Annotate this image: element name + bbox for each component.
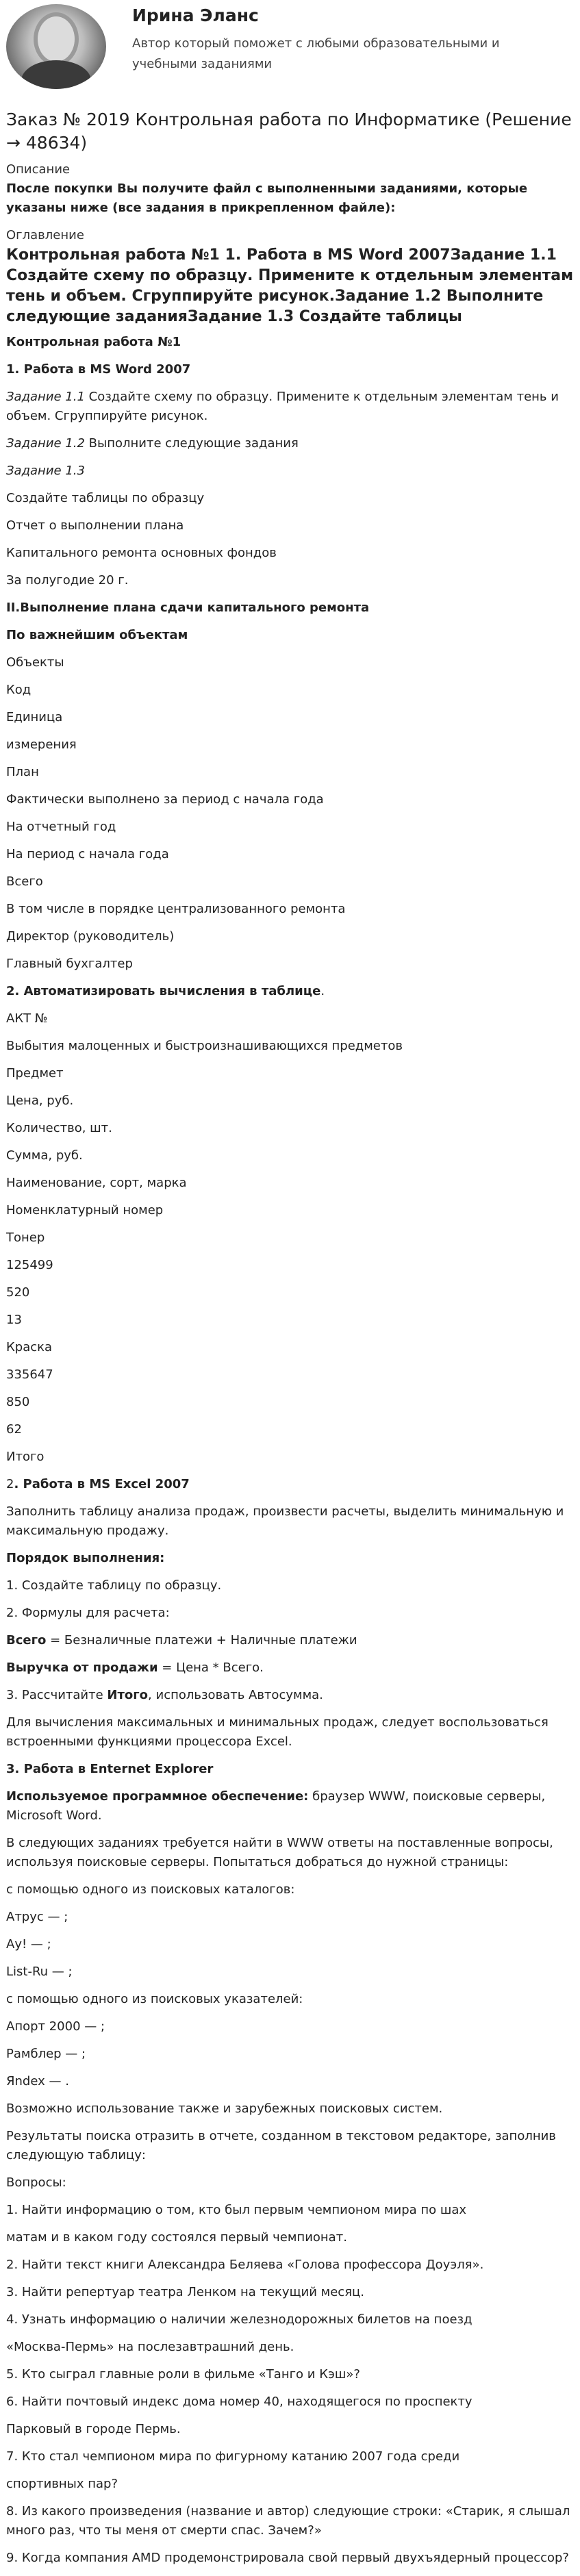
section-heading: По важнейшим объектам [6,628,188,642]
section-heading: 3. Работа в Enternet Explorer [6,1762,214,1776]
author-card [6,0,574,94]
question-item: 5. Кто сыграл главные роли в фильме «Танго и Кэш»? [6,2367,360,2382]
paragraph: Объекты [6,655,64,670]
question-item: Парковый в городе Пермь. [6,2422,181,2436]
question-item: 4. Узнать информацию о наличии железнодорожных билетов на поезд [6,2312,472,2327]
paragraph: Фактически выполнено за период с начала года [6,792,324,807]
term: Выручка от продажи [6,1660,158,1675]
section-heading: II.Выполнение плана сдачи капитального ремонта [6,601,370,615]
paragraph [6,388,574,426]
paragraph [6,1631,574,1650]
avatar-body-shape [21,60,91,89]
paragraph: Выбытия малоценных и быстроизнашивающихся предметов [6,1039,403,1053]
task-label-part: Задание [6,464,66,478]
question-item: 9. Когда компания AMD продемонстрировала свой первый двухъядерный процессор? [6,2551,569,2565]
paragraph: Яndex — . [6,2074,69,2088]
paragraph: Создайте таблицы по образцу [6,491,205,505]
question-item: 1. Найти информацию о том, кто был первым чемпионом мира по шах [6,2203,467,2217]
paragraph: с помощью одного из поисковых указателей: [6,1992,303,2006]
paragraph: измерения [6,737,77,752]
paragraph: Апорт 2000 — ; [6,2019,105,2034]
toc-label: Оглавление [6,228,84,242]
paragraph: Для вычисления максимальных и минимальных продаж, следует воспользоваться встроенными функциями процессора Excel. [6,1715,549,1749]
paragraph: 520 [6,1285,30,1300]
paragraph: Атрус — ; [6,1910,68,1924]
description-label: Описание [6,162,71,177]
paragraph [6,1475,574,1494]
paragraph: Отчет о выполнении плана [6,518,184,533]
paragraph: 335647 [6,1367,53,1382]
task-label [6,464,85,478]
paragraph: Заполнить таблицу анализа продаж, произвести расчеты, выделить минимальную и максимальную продажу. [6,1504,564,1538]
order-title: Заказ № 2019 Контрольная работа по Информатике (Решение → 48634) [6,110,572,153]
paragraph [6,1787,574,1826]
paragraph: На отчетный год [6,820,116,834]
question-item: «Москва-Пермь» на послезавтрашний день. [6,2340,294,2354]
paragraph [6,1658,574,1678]
purchase-note: После покупки Вы получите файл с выполненными заданиями, которые указаны ниже (все задания в прикрепленном файле): [6,181,528,215]
paragraph: Сумма, руб. [6,1148,83,1163]
paragraph: Вопросы: [6,2175,66,2190]
section-heading: Порядок выполнения: [6,1551,165,1565]
paragraph: Тонер [6,1230,45,1245]
paragraph: В следующих заданиях требуется найти в WWW ответы на поставленные вопросы, используя поисковые серверы. Попытаться добраться до нужной страницы: [6,1836,553,1869]
section-heading: . Работа в MS Excel 2007 [14,1477,190,1491]
author-avatar[interactable] [6,4,106,89]
section-heading: 1. Работа в MS Word 2007 [6,362,191,377]
paragraph: АКТ № [6,1011,48,1026]
paragraph: 125499 [6,1258,53,1272]
paragraph: Капитального ремонта основных фондов [6,546,277,560]
task-content [6,333,574,2568]
paragraph: За полугодие 20 г. [6,573,129,588]
question-item: 2. Найти текст книги Александра Беляева «Голова профессора Доуэля». [6,2258,484,2272]
term: Итого [107,1688,149,1702]
paragraph: Наименование, сорт, марка [6,1176,187,1190]
paragraph: 13 [6,1313,22,1327]
paragraph: 2. Формулы для расчета: [6,1606,170,1620]
paragraph-text: , использовать Автосумма. [148,1688,323,1702]
task-label-part: 1.3 [65,464,85,478]
paragraph: Предмет [6,1066,64,1081]
term: Всего [6,1633,47,1647]
paragraph: Номенклатурный номер [6,1203,164,1217]
paragraph: с помощью одного из поисковых каталогов: [6,1882,295,1897]
paragraph: Рамблер — ; [6,2047,86,2061]
content-heading: Контрольная работа №1 [6,335,181,349]
paragraph: Результаты поиска отразить в отчете, созданном в текстовом редакторе, заполнив следующую таблицу: [6,2129,556,2162]
author-name[interactable]: Ирина Эланс [132,5,259,25]
author-description: Автор который поможет с любыми образовательными и учебными заданиями [132,36,500,71]
paragraph: На период с начала года [6,847,169,861]
question-item: спортивных пар? [6,2477,118,2491]
paragraph-text: браузер WWW, поисковые серверы, Microsoft Word. [6,1789,546,1823]
avatar-face-shape [38,16,75,62]
paragraph: Единица [6,710,63,724]
paragraph-text: . [320,984,325,998]
question-item: матам и в каком году состоялся первый чемпионат. [6,2230,347,2245]
paragraph: Итого [6,1450,45,1464]
paragraph [6,434,574,453]
term: Используемое программное обеспечение: [6,1789,309,1804]
paragraph-text: Выполните следующие задания [84,436,299,451]
paragraph: Возможно использование также и зарубежных поисковых систем. [6,2101,443,2116]
paragraph-text: Создайте схему по образцу. Примените к отдельным элементам тень и объем. Сгруппируйте рисунок. [6,390,559,423]
paragraph: План [6,765,39,779]
paragraph: Ау! — ; [6,1937,51,1952]
paragraph: В том числе в порядке централизованного ремонта [6,902,346,916]
question-item: 3. Найти репертуар театра Ленком на текущий месяц. [6,2285,364,2299]
task-label: Задание 1.1 [6,390,85,404]
paragraph-text: 2 [6,1477,14,1491]
question-item: 6. Найти почтовый индекс дома номер 40, находящегося по проспекту [6,2395,472,2409]
paragraph [6,1686,574,1705]
paragraph [6,982,574,1001]
question-item: 7. Кто стал чемпионом мира по фигурному катанию 2007 года среди [6,2449,460,2464]
paragraph: List-Ru — ; [6,1965,73,1979]
paragraph: Код [6,683,31,697]
paragraph-text: 3. Рассчитайте [6,1688,108,1702]
paragraph-text: = Безналичные платежи + Наличные платежи [46,1633,357,1647]
author-info [132,4,516,75]
paragraph: Главный бухгалтер [6,957,133,971]
section-heading: 2. Автоматизировать вычисления в таблице [6,984,321,998]
question-item: 8. Из какого произведения (название и автор) следующие строки: «Старик, я слышал много раз, что ты меня от смерти спас. Зачем?» [6,2504,570,2538]
paragraph: 62 [6,1422,22,1437]
paragraph [6,462,574,481]
paragraph: Директор (руководитель) [6,929,175,944]
paragraph: Количество, шт. [6,1121,112,1135]
paragraph: Цена, руб. [6,1094,74,1108]
toc-text: Контрольная работа №1 1. Работа в MS Word 2007Задание 1.1 Создайте схему по образцу. Примените к отдельным элементам тень и объем. Сгруппируйте рисунок.Задание 1.2 Выполните следующие заданияЗадание 1.3 Создайте таблицы [6,247,574,325]
paragraph: 850 [6,1395,30,1409]
paragraph: Краска [6,1340,53,1354]
paragraph-text: = Цена * Всего. [157,1660,264,1675]
paragraph: 1. Создайте таблицу по образцу. [6,1578,222,1593]
paragraph: Всего [6,874,43,889]
task-label: Задание 1.2 [6,436,85,451]
